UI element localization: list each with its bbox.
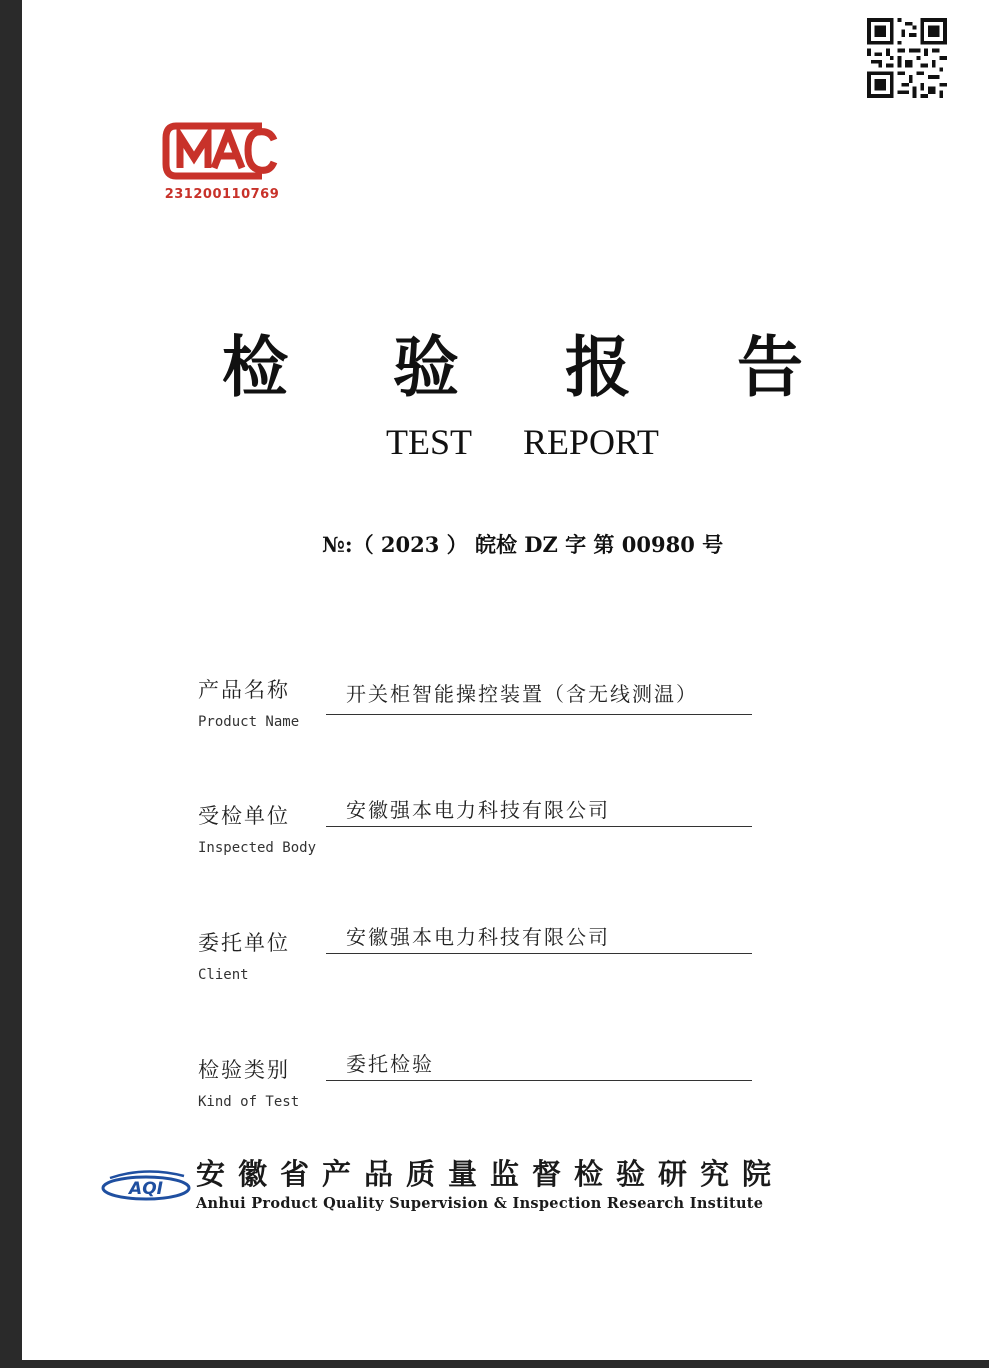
title-word: TEST — [386, 422, 472, 462]
title-word: REPORT — [523, 422, 659, 462]
field-underline — [326, 714, 752, 715]
title-char: 检 — [222, 329, 288, 406]
field-value: 安徽强本电力科技有限公司 — [346, 925, 610, 949]
aqi-logo-text: AQI — [129, 1179, 163, 1199]
cma-seal — [162, 118, 282, 208]
institute-name-en: Anhui Product Quality Supervision & Inspection Research Institute — [196, 1195, 764, 1212]
field-value: 开关柜智能操控装置（含无线测温） — [346, 682, 698, 706]
report-cover-page — [22, 0, 989, 1360]
field-label-cn: 产品名称 — [198, 678, 290, 702]
title-char: 验 — [393, 329, 459, 406]
field-underline — [326, 826, 752, 827]
field-value: 安徽强本电力科技有限公司 — [346, 798, 610, 822]
title-char: 告 — [737, 329, 803, 406]
field-underline — [326, 1080, 752, 1081]
field-label-en: Client — [198, 967, 249, 983]
field-label-en: Kind of Test — [198, 1094, 300, 1110]
field-label-cn: 委托单位 — [198, 931, 290, 955]
qr-code-icon — [867, 18, 947, 98]
viewer-bottom-edge — [0, 1360, 989, 1368]
field-label-en: Product Name — [198, 714, 300, 730]
report-title-en — [22, 420, 989, 464]
aqi-logo-icon — [100, 1166, 192, 1206]
title-char: 报 — [565, 329, 631, 406]
field-value: 委托检验 — [346, 1052, 434, 1076]
field-label-cn: 检验类别 — [198, 1058, 290, 1082]
cma-seal-icon — [162, 118, 282, 184]
report-number: №:（ 2023 ） 皖检 DZ 字 第 00980 号 — [322, 532, 724, 557]
field-label-en: Inspected Body — [198, 840, 317, 856]
cma-certificate-number: 231200110769 — [164, 187, 280, 202]
institute-name-cn: 安徽省产品质量监督检验研究院 — [196, 1157, 785, 1191]
field-underline — [326, 953, 752, 954]
field-label-cn: 受检单位 — [198, 804, 290, 828]
report-title-cn — [22, 328, 989, 408]
